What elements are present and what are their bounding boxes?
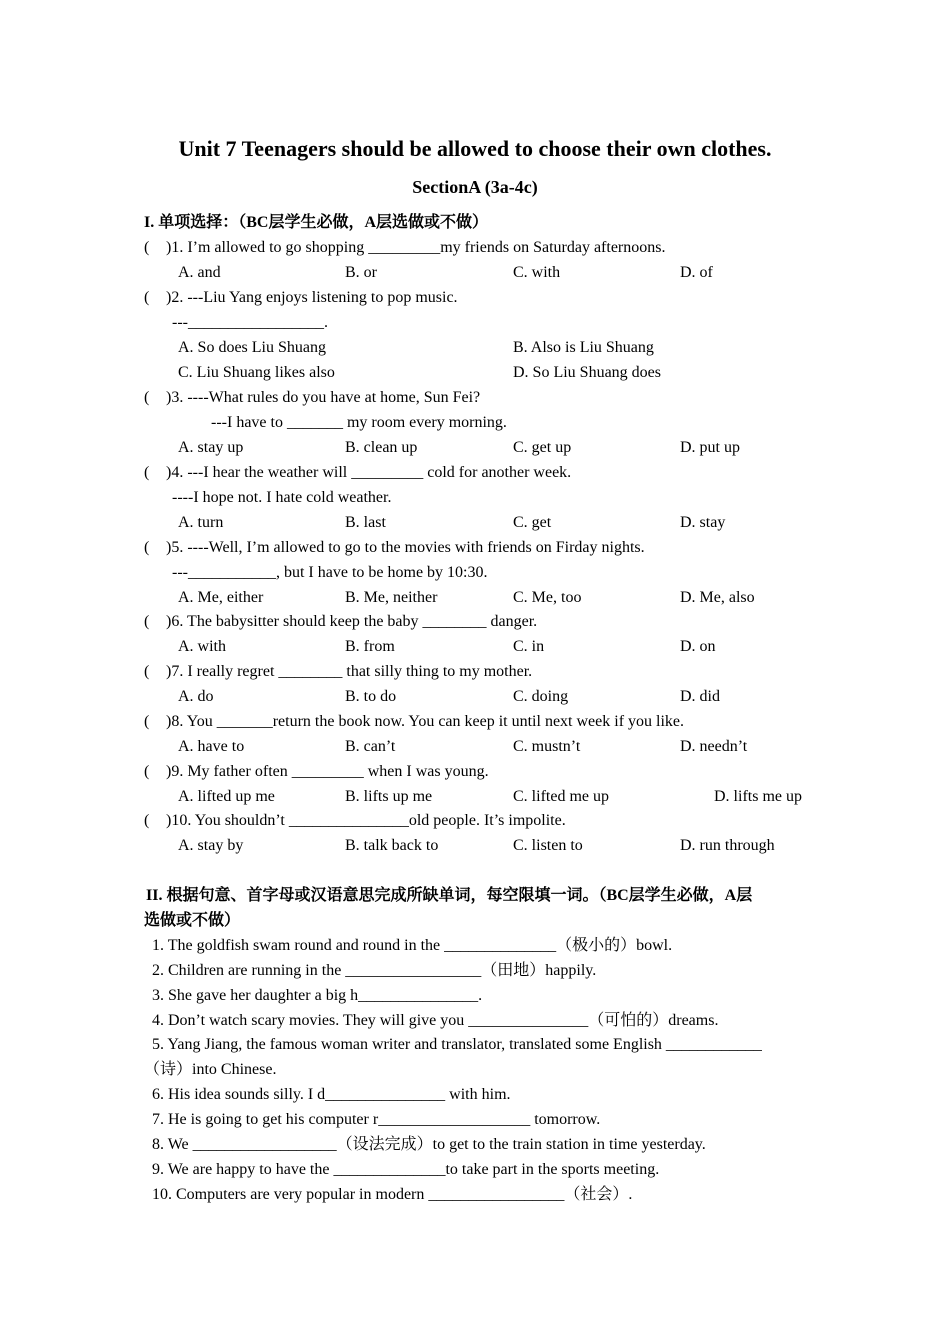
q7-option-b: B. to do [345,688,397,705]
question-3: ( )3. ----What rules do you have at home, Sun Fei? [144,389,481,406]
q1-option-c: C. with [513,264,561,281]
question-6-stem: )6. The babysitter should keep the baby ________ danger. [166,613,538,630]
question-5: ( )5. ----Well, I’m allowed to go to the movies with friends on Firday nights. [144,539,645,556]
q7-option-c: C. doing [513,688,569,705]
q8-option-a: A. have to [178,738,245,755]
question-5-reply: ---___________, but I have to be home by 10:30. [172,564,488,581]
q7-option-d: D. did [680,688,720,705]
q1-option-d: D. of [680,264,713,281]
q3-option-a: A. stay up [178,439,244,456]
q9-option-a: A. lifted up me [178,788,275,805]
q8-option-c: C. mustn’t [513,738,581,755]
question-8-stem: )8. You _______return the book now. You can keep it until next week if you like. [166,713,685,730]
q5-option-a: A. Me, either [178,589,264,606]
q1-option-a: A. and [178,264,221,281]
part2-heading-line1: II. 根据句意、首字母或汉语意思完成所缺单词，每空限填一词。（BC层学生必做，A层 [146,887,753,904]
q8-option-d: D. needn’t [680,738,748,755]
q5-option-b: B. Me, neither [345,589,438,606]
part2-heading-line2: 选做或不做） [144,912,241,929]
page-title: Unit 7 Teenagers should be allowed to choose their own clothes. [178,136,772,161]
q3-option-c: C. get up [513,439,572,456]
q1-option-b: B. or [345,264,377,281]
q2-option-b: B. Also is Liu Shuang [513,339,654,356]
q9-option-c: C. lifted me up [513,788,609,805]
q4-option-a: A. turn [178,514,224,531]
q6-option-b: B. from [345,638,395,655]
question-3-stem: )3. ----What rules do you have at home, Sun Fei? [166,389,481,406]
question-2-reply: ---_________________. [172,314,328,331]
fill-item-5: 5. Yang Jiang, the famous woman writer and translator, translated some English ____________ [152,1036,762,1053]
question-2: ( )2. ---Liu Yang enjoys listening to pop music. [144,289,458,306]
question-4: ( )4. ---I hear the weather will _________ cold for another week. [144,464,572,481]
fill-item-8: 8. We __________________（设法完成）to get to the train station in time yesterday. [152,1136,706,1153]
fill-item-9: 9. We are happy to have the ______________to take part in the sports meeting. [152,1161,660,1178]
q5-option-c: C. Me, too [513,589,582,606]
question-1: ( )1. I’m allowed to go shopping _________my friends on Saturday afternoons. [144,239,666,256]
part1-heading: I. 单项选择：（BC层学生必做，A层选做或不做） [144,214,489,231]
fill-item-1: 1. The goldfish swam round and round in the ______________（极小的）bowl. [152,937,673,954]
q9-option-d: D. lifts me up [714,788,802,805]
question-7-stem: )7. I really regret ________ that silly thing to my mother. [166,663,533,680]
question-7: ( )7. I really regret ________ that silly thing to my mother. [144,663,533,680]
question-4-stem: )4. ---I hear the weather will _________ cold for another week. [166,464,572,481]
q8-option-b: B. can’t [345,738,396,755]
q2-option-a: A. So does Liu Shuang [178,339,326,356]
q10-option-a: A. stay by [178,837,244,854]
section-subtitle: SectionA (3a-4c) [412,177,538,197]
question-5-stem: )5. ----Well, I’m allowed to go to the movies with friends on Firday nights. [166,539,645,556]
fill-item-10: 10. Computers are very popular in modern _________________（社会）. [152,1186,633,1203]
q3-option-b: B. clean up [345,439,418,456]
q10-option-d: D. run through [680,837,775,854]
question-9: ( )9. My father often _________ when I was young. [144,763,489,780]
q4-option-b: B. last [345,514,386,531]
fill-item-2: 2. Children are running in the _________________（田地）happily. [152,962,597,979]
question-8: ( )8. You _______return the book now. You can keep it until next week if you like. [144,713,685,730]
fill-item-6: 6. His idea sounds silly. I d_______________ with him. [152,1086,511,1103]
q6-option-c: C. in [513,638,545,655]
question-2-stem: )2. ---Liu Yang enjoys listening to pop music. [166,289,458,306]
q9-option-b: B. lifts up me [345,788,433,805]
q5-option-d: D. Me, also [680,589,755,606]
q10-option-c: C. listen to [513,837,583,854]
question-10-stem: )10. You shouldn’t _______________old people. It’s impolite. [166,812,566,829]
question-3-reply: ---I have to _______ my room every morning. [211,414,507,431]
question-4-reply: ----I hope not. I hate cold weather. [172,489,392,506]
q4-option-d: D. stay [680,514,726,531]
q6-option-a: A. with [178,638,226,655]
fill-item-7: 7. He is going to get his computer r___________________ tomorrow. [152,1111,601,1128]
fill-item-4: 4. Don’t watch scary movies. They will give you _______________（可怕的）dreams. [152,1012,719,1029]
question-6: ( )6. The babysitter should keep the baby ________ danger. [144,613,538,630]
question-9-stem: )9. My father often _________ when I was young. [166,763,489,780]
q2-option-d: D. So Liu Shuang does [513,364,661,381]
q10-option-b: B. talk back to [345,837,439,854]
q3-option-d: D. put up [680,439,740,456]
q4-option-c: C. get [513,514,552,531]
q2-option-c: C. Liu Shuang likes also [178,364,335,381]
fill-item-5-continued: （诗）into Chinese. [144,1061,277,1078]
fill-item-3: 3. She gave her daughter a big h_______________. [152,987,483,1004]
question-1-stem: )1. I’m allowed to go shopping _________my friends on Saturday afternoons. [166,239,666,256]
q6-option-d: D. on [680,638,716,655]
q7-option-a: A. do [178,688,214,705]
question-10: ( )10. You shouldn’t _______________old people. It’s impolite. [144,812,566,829]
